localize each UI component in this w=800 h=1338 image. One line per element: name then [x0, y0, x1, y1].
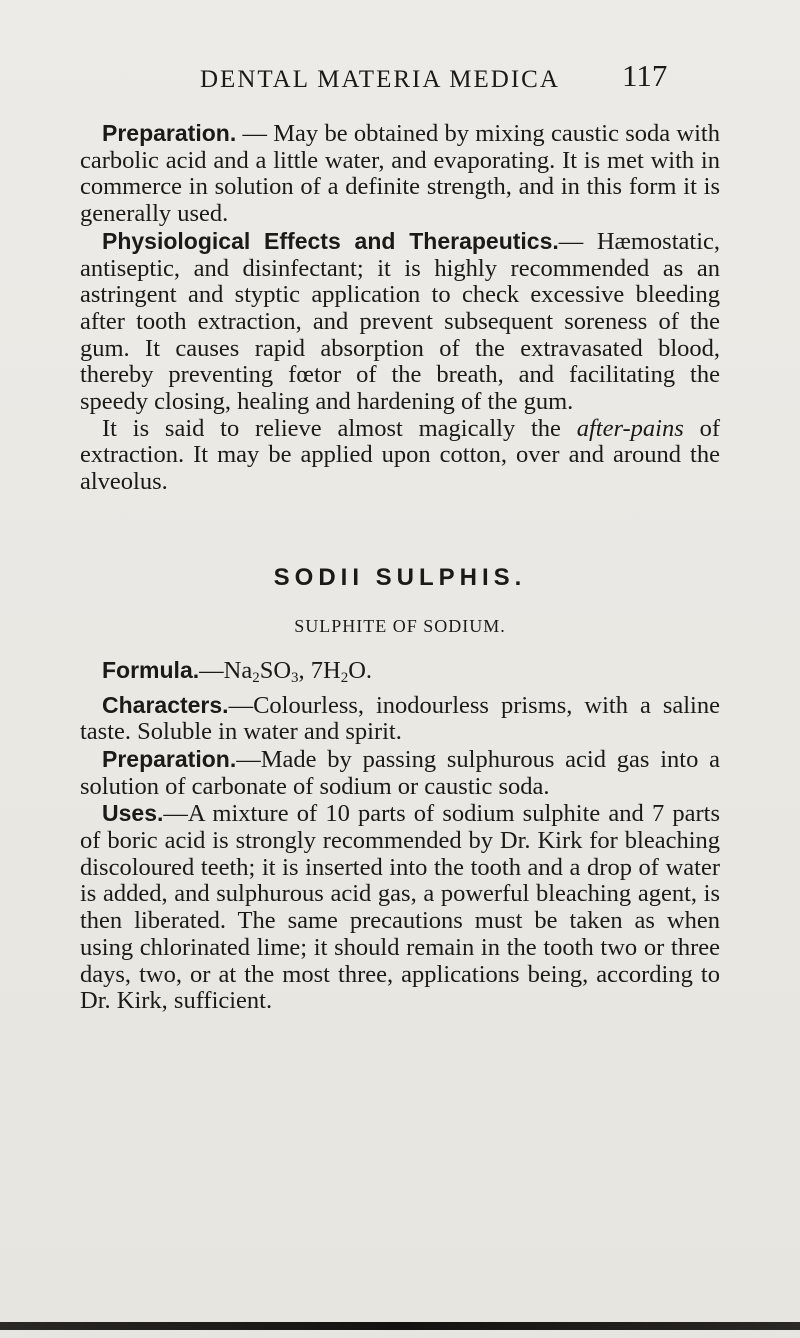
relief-paragraph — [80, 416, 720, 496]
section-title: SODII SULPHIS. — [273, 563, 527, 591]
formula-paragraph — [80, 657, 720, 692]
characters-heading: Characters. — [102, 691, 229, 718]
characters-text: —Colourless, inodourless prisms, with a saline taste. Soluble in water and spirit. — [80, 691, 720, 746]
formula-middle-2: , 7H — [298, 656, 341, 684]
sulphite-preparation-text: —Made by passing sulphurous acid gas into a solution of carbonate of sodium or caustic soda. — [80, 745, 720, 800]
section-subtitle: SULPHITE OF SODIUM. — [294, 615, 506, 636]
formula-end: O. — [348, 656, 373, 684]
relief-italic: after-pains — [576, 414, 684, 442]
characters-paragraph — [80, 692, 720, 746]
formula-prefix: —Na — [199, 656, 253, 684]
formula-middle: SO — [259, 656, 292, 684]
page-body — [80, 120, 720, 1015]
formula-heading: Formula. — [102, 656, 200, 683]
uses-text: —A mixture of 10 parts of sodium sulphite and 7 parts of boric acid is strongly recommended by Dr. Kirk for bleaching discoloured teeth; it is inserted into the tooth and a drop of water is added, and sulphurous acid gas, a powerful bleaching agent, is then liberated. The same precautions must be taken as when using chlorinated lime; it should remain in the tooth two or three days, two, or at the most three, applications being, according to Dr. Kirk, sufficient. — [80, 800, 720, 1015]
page-number: 117 — [622, 58, 668, 93]
preparation-text: — May be obtained by mixing caustic soda with carbolic acid and a little water, and evaporating. It is met with in commerce in solution of a definite strength, and in this form it is generally used. — [80, 120, 720, 228]
effects-heading: Physiological Effects and Therapeutics. — [102, 227, 559, 254]
preparation-heading: Preparation. — [102, 120, 237, 146]
page-header — [0, 58, 800, 98]
relief-text-1: It is said to relieve almost magically the — [102, 414, 577, 442]
relief-text-2: of extraction. It may be applied upon cotton, over and around the alveolus. — [80, 414, 720, 496]
running-head: DENTAL MATERIA MEDICA — [200, 66, 560, 93]
bottom-rule — [0, 1322, 800, 1330]
uses-heading: Uses. — [102, 800, 164, 827]
preparation-paragraph — [80, 120, 720, 228]
effects-text: — Hæmostatic, antiseptic, and disinfectant; it is highly recommended as an astringent and styptic application to check excessive bleeding after tooth extraction, and prevent subsequent soreness of the gum. It causes rapid absorption of the extravasated blood, thereby preventing fœtor of the breath, and facilitating the speedy closing, healing and hardening of the gum. — [80, 227, 720, 416]
uses-paragraph — [80, 800, 720, 1015]
sulphite-preparation-heading: Preparation. — [102, 745, 237, 772]
formula-subscript-2: 3 — [291, 669, 299, 686]
formula-subscript-3: 2 — [340, 669, 349, 686]
effects-paragraph — [80, 228, 720, 416]
formula-subscript-1: 2 — [252, 669, 260, 686]
sulphite-preparation-paragraph — [80, 746, 720, 800]
